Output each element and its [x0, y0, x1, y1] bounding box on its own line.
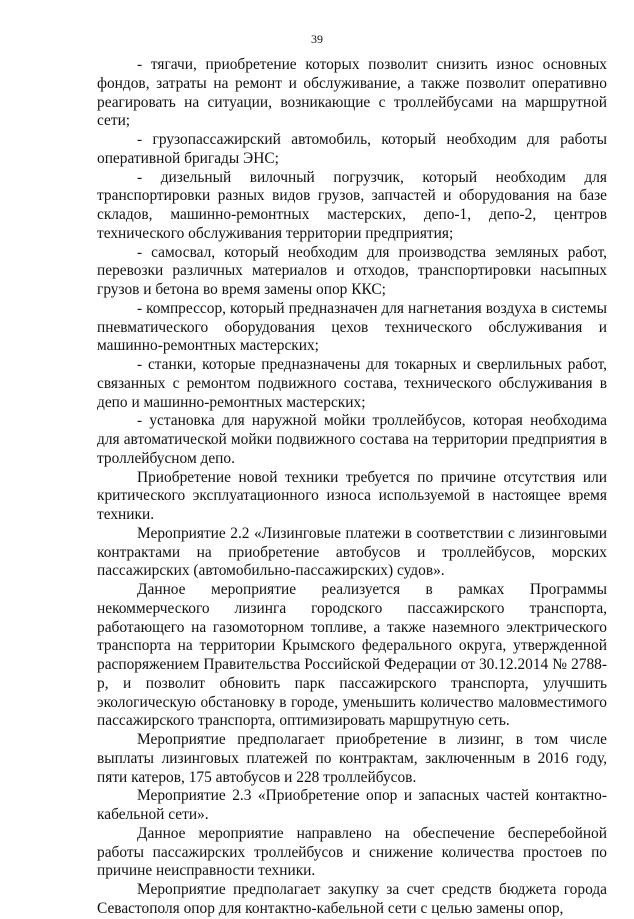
- list-item-forklift: - дизельный вилочный погрузчик, который необходим для транспортировки разных видов грузов, запчастей и оборудования на базе складов, машинно-ремонтных мастерских, депо-1, депо-2, центров технического обслуживания территории предприятия;: [97, 168, 607, 242]
- document-body: [97, 56, 607, 919]
- paragraph-new-equipment: Приобретение новой техники требуется по причине отсутствия или критического эксплуатационного износа используемой в настоящее время техники.: [97, 468, 607, 523]
- list-item-washing-unit: - установка для наружной мойки троллейбусов, которая необходима для автоматической мойки подвижного состава на территории предприятия в троллейбусном депо.: [97, 412, 607, 467]
- list-item-machine-tools: - станки, которые предназначены для токарных и сверлильных работ, связанных с ремонтом подвижного состава, технического обслуживания в депо и машинно-ремонтных мастерских;: [97, 356, 607, 411]
- paragraph-leasing-program: Данное мероприятие реализуется в рамках Программы некоммерческого лизинга городского пассажирского транспорта, работающего на газомоторном топливе, а также наземного электрического транспорта на территории Крымского федерального округа, утвержденной распоряжением Правительства Российской Федерации от 30.12.2014 № 2788-р, и позволит обновить парк пассажирского транспорта, улучшить экологическую обстановку в городе, уменьшить количество маловместимого пассажирского транспорта, оптимизировать маршрутную сеть.: [97, 581, 607, 730]
- paragraph-uninterrupted-operation: Данное мероприятие направлено на обеспечение бесперебойной работы пассажирских троллейбусов и снижение количества простоев по причине неисправности техники.: [97, 824, 607, 880]
- measure-2-2-heading: Мероприятие 2.2 «Лизинговые платежи в соответствии с лизинговыми контрактами на приобретение автобусов и троллейбусов, морских пассажирских (автомобильно-пассажирских) судов».: [97, 524, 607, 580]
- measure-2-3-heading: Мероприятие 2.3 «Приобретение опор и запасных частей контактно-кабельной сети».: [97, 787, 607, 823]
- list-item-dump-truck: - самосвал, который необходим для производства земляных работ, перевозки различных материалов и отходов, транспортировки насыпных грузов и бетона во время замены опор ККС;: [97, 243, 607, 298]
- page-number: 39: [311, 32, 323, 46]
- list-item-compressor: - компрессор, который предназначен для нагнетания воздуха в системы пневматического оборудования цехов технического обслуживания и машинно-ремонтных мастерских;: [97, 299, 607, 355]
- paragraph-leasing-purchase: Мероприятие предполагает приобретение в лизинг, в том числе выплаты лизинговых платежей по контрактам, заключенным в 2016 году, пяти катеров, 175 автобусов и 228 троллейбусов.: [97, 731, 607, 786]
- list-item-cargo-vehicle: - грузопассажирский автомобиль, который необходим для работы оперативной бригады ЭНС;: [97, 131, 607, 167]
- paragraph-poles-purchase: Мероприятие предполагает закупку за счет средств бюджета города Севастополя опор для контактно-кабельной сети с целью замены опор,: [97, 881, 607, 917]
- list-item-tractors: - тягачи, приобретение которых позволит снизить износ основных фондов, затраты на ремонт и обслуживание, а также позволит оперативно реагировать на ситуации, возникающие с троллейбусами на маршрутной сети;: [97, 56, 607, 130]
